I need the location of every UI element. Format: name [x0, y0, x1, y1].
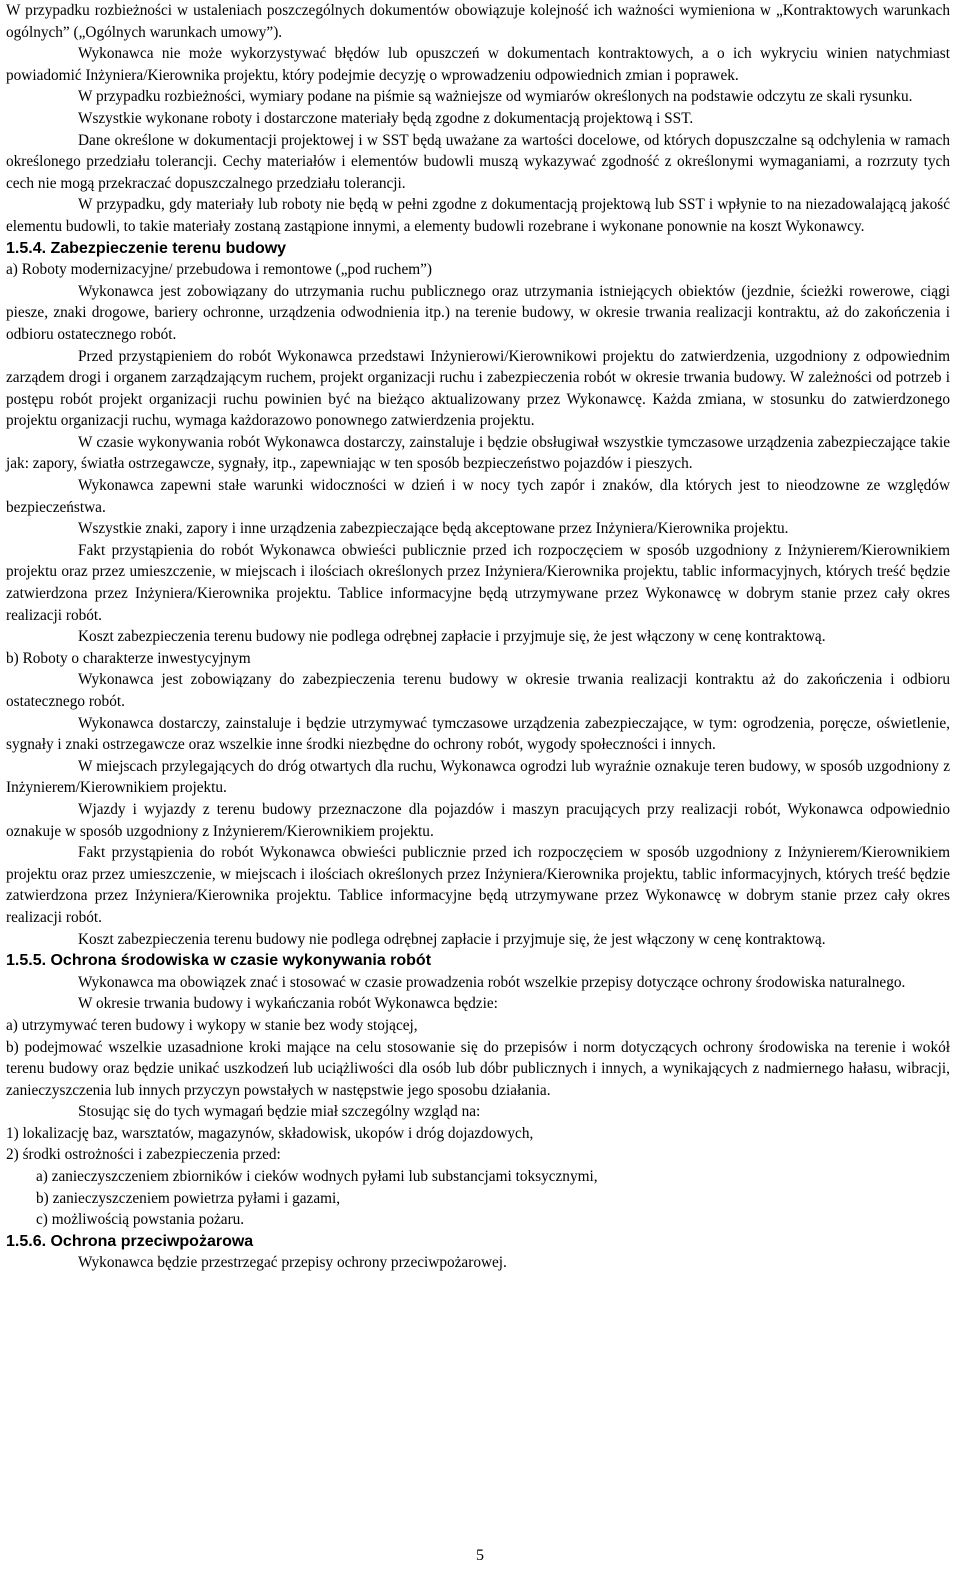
- section-heading: 1.5.4. Zabezpieczenie terenu budowy: [6, 239, 287, 257]
- paragraph: Dane określone w dokumentacji projektowej i w SST będą uważane za wartości docelowe, od których dopuszczalne są odchylenia w ramach określonego przedziału tolerancji. Cechy materiałów i elementów budowli muszą wykazywać zgodność z określonymi wymaganiami, a rozrzuty tych cech nie mogą przekraczać dopuszczalnego przedziału tolerancji.: [6, 131, 950, 192]
- paragraph: Stosując się do tych wymagań będzie miał szczególny wzgląd na:: [78, 1103, 481, 1121]
- section-heading: 1.5.5. Ochrona środowiska w czasie wykonywania robót: [6, 952, 432, 970]
- list-item: b) Roboty o charakterze inwestycyjnym: [6, 649, 251, 667]
- list-item: b) podejmować wszelkie uzasadnione kroki mające na celu stosowanie się do przepisów i norm dotyczących ochrony środowiska na terenie i wokół terenu budowy oraz będzie unikać uszkodzeń lub uciążliwości dla osób lub dóbr publicznych i innych, a wynikających z nadmiernego hałasu, wibracji, zanieczyszczenia lub innych przyczyn powstałych w następstwie jego sposobu działania.: [6, 1038, 950, 1099]
- list-item: 2) środki ostrożności i zabezpieczenia przed:: [6, 1146, 281, 1164]
- paragraph: Wszystkie znaki, zapory i inne urządzenia zabezpieczające będą akceptowane przez Inżyniera/Kierownika projektu.: [78, 520, 789, 538]
- section-heading: 1.5.6. Ochrona przeciwpożarowa: [6, 1232, 254, 1250]
- page-number: 5: [476, 1547, 484, 1564]
- paragraph: W przypadku, gdy materiały lub roboty nie będą w pełni zgodne z dokumentacją projektową lub SST i wpłynie to na niezadowalającą jakość elementu budowli, to takie materiały zostaną zastąpione innymi, a elementy budowli rozebrane i wykonane ponownie na koszt Wykonawcy.: [6, 196, 950, 235]
- paragraph: Wykonawca jest zobowiązany do zabezpieczenia terenu budowy w okresie trwania realizacji kontraktu aż do zakończenia i odbioru ostatecznego robót.: [6, 671, 950, 710]
- list-item: 1) lokalizację baz, warsztatów, magazynów, składowisk, ukopów i dróg dojazdowych,: [6, 1124, 534, 1142]
- paragraph: Wszystkie wykonane roboty i dostarczone materiały będą zgodne z dokumentacją projektową i SST.: [78, 109, 694, 127]
- paragraph: W przypadku rozbieżności w ustaleniach poszczególnych dokumentów obowiązuje kolejność ich ważności wymieniona w „Kontraktowych warunkach ogólnych” („Ogólnych warunkach umowy”).: [6, 2, 950, 41]
- paragraph: Wykonawca nie może wykorzystywać błędów lub opuszczeń w dokumentach kontraktowych, a o ich wykryciu winien natychmiast powiadomić Inżyniera/Kierownika projektu, który podejmie decyzję o wprowadzeniu odpowiednich zmian i poprawek.: [6, 45, 950, 84]
- paragraph: Koszt zabezpieczenia terenu budowy nie podlega odrębnej zapłacie i przyjmuje się, że jest włączony w cenę kontraktową.: [78, 628, 826, 646]
- paragraph: Wykonawca ma obowiązek znać i stosować w czasie prowadzenia robót wszelkie przepisy dotyczące ochrony środowiska naturalnego.: [78, 973, 906, 991]
- paragraph: Przed przystąpieniem do robót Wykonawca przedstawi Inżynierowi/Kierownikowi projektu do zatwierdzenia, uzgodniony z odpowiednim zarządem drogi i organem zarządzającym ruchem, projekt organizacji ruchu i zabezpieczenia robót w okresie trwania budowy. W zależności od potrzeb i postępu robót projekt organizacji ruchu powinien być na bieżąco aktualizowany przez Wykonawcę. Każda zmiana, w stosunku do zatwierdzonego projektu organizacji ruchu, wymaga każdorazowo ponownego zatwierdzenia projektu.: [6, 347, 950, 430]
- paragraph: Koszt zabezpieczenia terenu budowy nie podlega odrębnej zapłacie i przyjmuje się, że jest włączony w cenę kontraktową.: [78, 930, 826, 948]
- paragraph: Wykonawca zapewni stałe warunki widoczności w dzień i w nocy tych zapór i znaków, dla których jest to nieodzowne ze względów bezpieczeństwa.: [6, 477, 950, 516]
- list-item: b) zanieczyszczeniem powietrza pyłami i gazami,: [36, 1189, 341, 1207]
- paragraph: W miejscach przylegających do dróg otwartych dla ruchu, Wykonawca ogrodzi lub wyraźnie oznakuje teren budowy, w sposób uzgodniony z Inżynierem/Kierownikiem projektu.: [6, 757, 950, 797]
- document-page: [6, 0, 950, 1274]
- list-item: a) utrzymywać teren budowy i wykopy w stanie bez wody stojącej,: [6, 1016, 418, 1034]
- paragraph: Wykonawca będzie przestrzegać przepisy ochrony przeciwpożarowej.: [78, 1254, 507, 1272]
- paragraph: W czasie wykonywania robót Wykonawca dostarczy, zainstaluje i będzie obsługiwał wszystkie tymczasowe urządzenia zabezpieczające takie jak: zapory, światła ostrzegawcze, sygnały, itp., zapewniając w ten sposób bezpieczeństwo pojazdów i pieszych.: [6, 433, 950, 473]
- paragraph: W okresie trwania budowy i wykańczania robót Wykonawca będzie:: [78, 995, 498, 1013]
- paragraph: Wykonawca jest zobowiązany do utrzymania ruchu publicznego oraz utrzymania istniejących obiektów (jezdnie, ścieżki rowerowe, ciągi piesze, znaki drogowe, bariery ochronne, urządzenia odwodnienia itp.) na terenie budowy, w okresie trwania realizacji kontraktu, aż do zakończenia i odbioru ostatecznego robót.: [6, 282, 950, 343]
- list-item: c) możliwością powstania pożaru.: [36, 1211, 245, 1229]
- paragraph: Fakt przystąpienia do robót Wykonawca obwieści publicznie przed ich rozpoczęciem w sposób uzgodniony z Inżynierem/Kierownikiem projektu oraz przez umieszczenie, w miejscach i ilościach określonych przez Inżyniera/Kierownika projektu, tablic informacyjnych, których treść będzie zatwierdzona przez Inżyniera/Kierownika projektu. Tablice informacyjne będą utrzymywane przez Wykonawcę w dobrym stanie przez cały okres realizacji robót.: [6, 541, 950, 624]
- paragraph: Wykonawca dostarczy, zainstaluje i będzie utrzymywać tymczasowe urządzenia zabezpieczające, w tym: ogrodzenia, poręcze, oświetlenie, sygnały i znaki ostrzegawcze oraz wszelkie inne środki niezbędne do ochrony robót, wygody społeczności i innych.: [6, 714, 950, 754]
- paragraph: Wjazdy i wyjazdy z terenu budowy przeznaczone dla pojazdów i maszyn pracujących przy realizacji robót, Wykonawca odpowiednio oznakuje w sposób uzgodniony z Inżynierem/Kierownikiem projektu.: [6, 800, 950, 840]
- paragraph: W przypadku rozbieżności, wymiary podane na piśmie są ważniejsze od wymiarów określonych na podstawie odczytu ze skali rysunku.: [78, 88, 913, 106]
- paragraph: Fakt przystąpienia do robót Wykonawca obwieści publicznie przed ich rozpoczęciem w sposób uzgodniony z Inżynierem/Kierownikiem projektu oraz przez umieszczenie, w miejscach i ilościach określonych przez Inżyniera/Kierownika projektu, tablic informacyjnych, których treść będzie zatwierdzona przez Inżyniera/Kierownika projektu. Tablice informacyjne będą utrzymywane przez Wykonawcę w dobrym stanie przez cały okres realizacji robót.: [6, 844, 950, 926]
- list-item: a) Roboty modernizacyjne/ przebudowa i remontowe („pod ruchem”): [6, 261, 433, 279]
- list-item: a) zanieczyszczeniem zbiorników i cieków wodnych pyłami lub substancjami toksycznymi,: [36, 1168, 598, 1186]
